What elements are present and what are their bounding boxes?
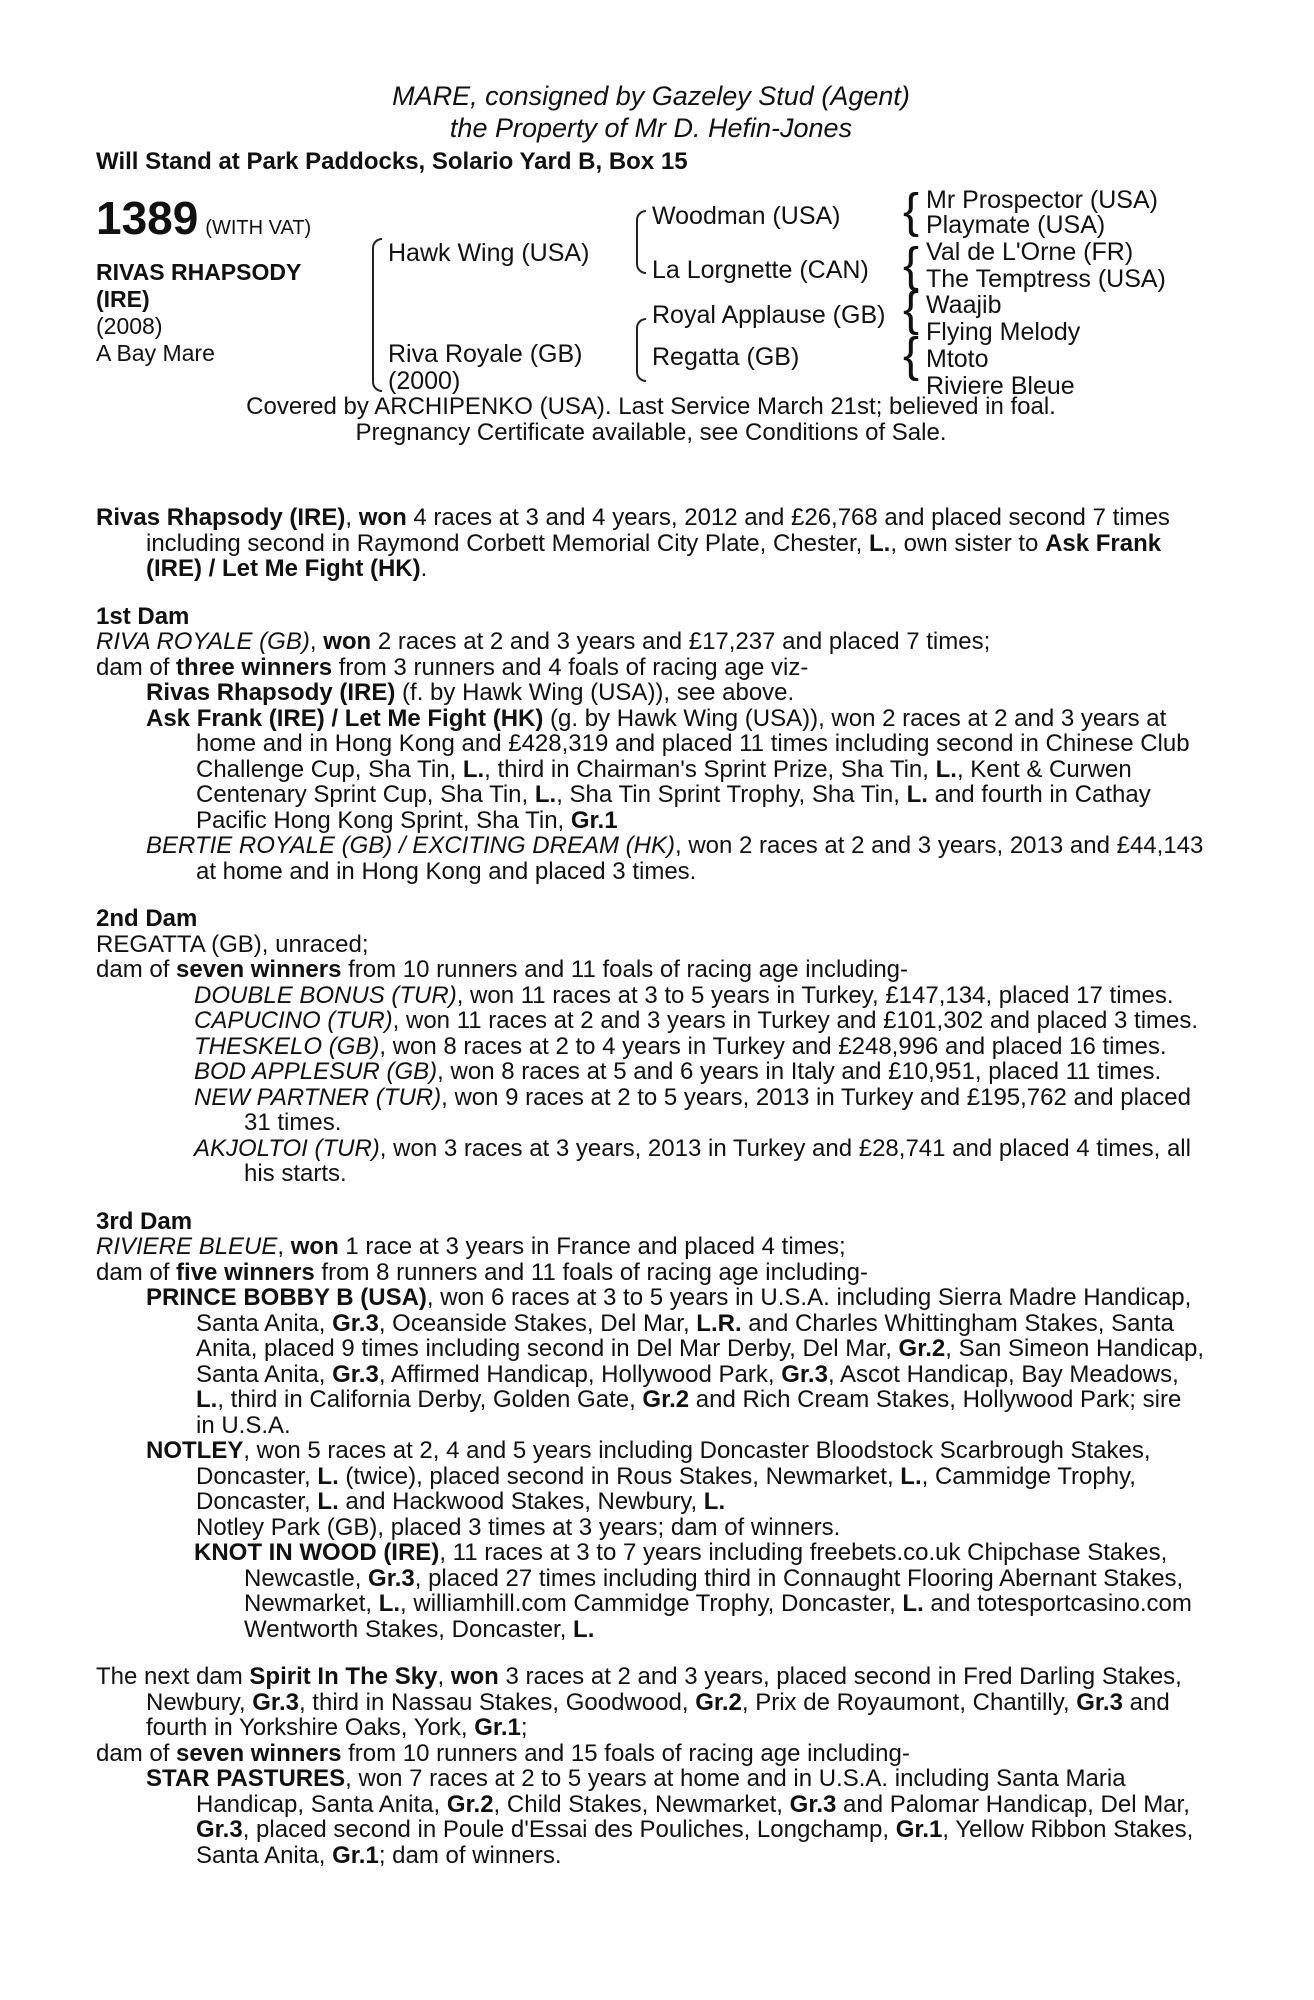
listed-badge: L.: [462, 755, 485, 783]
dam: Riva Royale (GB): [388, 340, 583, 368]
dam2-produce-item: [96, 1136, 1206, 1187]
dam1-heading: 1st Dam: [96, 602, 190, 630]
next-dam-produce-line: [96, 1741, 1206, 1767]
produce-text: , won 7 races at 2 to 5 years at home and in U.S.A. including Santa Maria Handicap, Santa Anita,: [196, 1765, 1126, 1818]
next-dam-text: , Prix de Royaumont, Chantilly,: [741, 1688, 1077, 1716]
group2-badge: Gr.2: [695, 1688, 742, 1716]
dam1-text-2: from 3 runners and 4 foals of racing age viz-: [332, 653, 809, 681]
winners-count: seven winners: [176, 1739, 342, 1767]
intro-end: .: [420, 555, 428, 582]
listed-badge: L.: [196, 1386, 218, 1413]
dam3-grandproduce: [96, 1540, 1206, 1642]
dam1-text: 2 races at 2 and 3 years and £17,237 and placed 7 times;: [371, 628, 991, 655]
produce-text: , Child Stakes, Newmarket,: [493, 1790, 790, 1818]
produce-name: CAPUCINO (TUR): [194, 1007, 393, 1034]
group3-badge: Gr.3: [368, 1564, 415, 1592]
listed-badge: L.: [900, 1462, 922, 1490]
brace-gen1: [372, 238, 382, 392]
lot-heading: [96, 192, 312, 244]
header: [96, 80, 1206, 144]
dam1-name: RIVA ROYALE (GB): [96, 628, 310, 655]
sire-sire: Woodman (USA): [652, 202, 841, 230]
dam3-name: RIVIERE BLEUE: [96, 1233, 278, 1260]
dam3-produce-1: [96, 1285, 1206, 1438]
produce-text: , Yellow Ribbon Stakes, Santa Anita,: [196, 1816, 1194, 1869]
group2-badge: Gr.2: [446, 1790, 494, 1818]
produce-text: (f. by Hawk Wing (USA)), see above.: [395, 679, 795, 706]
produce-text: ; dam of winners.: [378, 1841, 562, 1869]
dam2-heading: 2nd Dam: [96, 905, 198, 932]
listed-badge: L.: [573, 1615, 595, 1643]
produce-name: NEW PARTNER (TUR): [194, 1083, 442, 1111]
dds: Mtoto: [926, 345, 989, 373]
dam3-produce-2: [96, 1438, 1206, 1515]
sdd: The Temptress (USA): [926, 265, 1166, 293]
produce-text: (g. by Hawk Wing (USA)), won 2 races at 2 and 3 years at home and in Hong Kong and £428,319 and placed 11 times including second in Chinese Club Challenge Cup, Sha Tin,: [196, 704, 1190, 783]
produce-text: and Rich Cream Stakes, Hollywood Park; sire in U.S.A.: [196, 1386, 1182, 1439]
next-dam-text: and fourth in Yorkshire Oaks, York,: [146, 1688, 1170, 1741]
listed-badge: L.: [703, 1488, 726, 1515]
dam1-produce-1: [96, 680, 1206, 706]
catalogue-body: [96, 505, 1206, 1868]
listed-badge: L.: [317, 1488, 339, 1515]
next-dam-text: 3 races at 2 and 3 years, placed second in Fred Darling Stakes, Newbury,: [146, 1663, 1182, 1716]
pedigree-block: [96, 185, 1206, 499]
group1-badge: Gr.1: [332, 1841, 379, 1869]
dam1-produce-2: [96, 706, 1206, 834]
produce-name: STAR PASTURES: [146, 1765, 346, 1792]
dam3-heading: 3rd Dam: [96, 1207, 193, 1235]
produce-text: , third in Chairman's Sprint Prize, Sha Tin,: [484, 755, 936, 783]
next-dam-text-2: from 10 runners and 15 foals of racing age including-: [341, 1739, 910, 1767]
dam2-produce-item: [96, 1008, 1206, 1034]
horse-year: (2008): [96, 313, 163, 339]
brace-gen3-2: {: [903, 239, 920, 292]
produce-text: and totesportcasino.com Wentworth Stakes, Doncaster,: [244, 1590, 1192, 1643]
next-dam-name: Spirit In The Sky: [249, 1663, 438, 1690]
covered-line-2: Pregnancy Certificate available, see Conditions of Sale.: [355, 419, 947, 446]
produce-text: , won 2 races at 2 and 3 years, 2013 and £44,143 at home and in Hong Kong and placed 3 times.: [196, 832, 1204, 885]
won-label: won: [450, 1663, 499, 1690]
produce-text: , won 8 races at 2 to 4 years in Turkey and £248,996 and placed 16 times.: [379, 1032, 1167, 1060]
dam-dam: Regatta (GB): [652, 343, 800, 371]
produce-text: , won 6 races at 3 to 5 years in U.S.A. including Sierra Madre Handicap, Santa Anita,: [196, 1284, 1192, 1337]
dam-of-label: dam of: [96, 1739, 177, 1767]
group3-badge: Gr.3: [781, 1360, 828, 1388]
stand-location: Will Stand at Park Paddocks, Solario Yard B, Box 15: [96, 148, 688, 175]
dam2-produce-item: [96, 1059, 1206, 1085]
won-label: won: [323, 628, 372, 655]
listed-badge: L.: [902, 1590, 924, 1617]
produce-text: , placed second in Poule d'Essai des Pouliches, Longchamp,: [242, 1816, 896, 1843]
brace-dam: [636, 318, 646, 382]
produce-name: KNOT IN WOOD (IRE): [194, 1539, 440, 1566]
produce-text: , third in California Derby, Golden Gate,: [217, 1386, 643, 1413]
produce-text: , Affirmed Handicap, Hollywood Park,: [378, 1360, 782, 1388]
catalogue-page: [96, 80, 1206, 1868]
sire: Hawk Wing (USA): [388, 239, 590, 267]
produce-text: , won 11 races at 3 to 5 years in Turkey, £147,134, placed 17 times.: [456, 981, 1174, 1009]
vat-label: (WITH VAT): [205, 217, 312, 239]
dsd: Flying Melody: [926, 318, 1081, 346]
dam3-produce-3: Notley Park (GB), placed 3 times at 3 years; dam of winners.: [196, 1513, 841, 1541]
listed-badge: L.: [906, 781, 928, 808]
brace-gen3-4: {: [903, 329, 920, 382]
produce-name: PRINCE BOBBY B (USA): [146, 1284, 427, 1311]
dam2-produce-item: [96, 1034, 1206, 1060]
brace-gen3-1: {: [903, 185, 920, 238]
dam-of-label: dam of: [96, 653, 177, 681]
dss: Waajib: [926, 291, 1002, 319]
brace-sire: [636, 210, 646, 274]
produce-name: Rivas Rhapsody (IRE): [146, 679, 396, 706]
produce-text: (twice), placed second in Rous Stakes, Newmarket,: [338, 1462, 901, 1490]
dam1-produce-line: [96, 655, 1206, 681]
intro-paragraph: Rivas Rhapsody (IRE), won 4 races at 3 and 4 years, 2012 and £26,768 and placed second 7 times including second in Raymond Corbett Memorial City Plate, Chester, L., own sister to Ask Frank (IRE) / Let Me Fight (HK).: [96, 504, 1170, 582]
header-line-1: MARE, consigned by Gazeley Stud (Agent): [392, 81, 910, 111]
winners-count: five winners: [176, 1258, 315, 1286]
group2-badge: Gr.2: [642, 1386, 690, 1413]
covered-note: [96, 394, 1206, 446]
dam3-line: RIVIERE BLEUE, won 1 race at 3 years in France and placed 4 times;: [96, 1233, 846, 1260]
listed-badge: L.: [378, 1590, 401, 1617]
produce-name: DOUBLE BONUS (TUR): [194, 981, 457, 1009]
winners-count: seven winners: [176, 956, 342, 983]
listed-restricted-badge: L.R.: [696, 1309, 742, 1337]
ddd: Riviere Bleue: [926, 372, 1075, 400]
listed-badge: L.: [317, 1462, 339, 1490]
won-label: won: [290, 1233, 339, 1260]
produce-name: Ask Frank (IRE) / Let Me Fight (HK): [146, 704, 544, 732]
produce-text: , won 3 races at 3 years, 2013 in Turkey and £28,741 and placed 4 times, all his starts.: [244, 1134, 1191, 1187]
group3-badge: Gr.3: [1076, 1688, 1123, 1716]
horse-name: RIVAS RHAPSODY: [96, 259, 302, 285]
dam-sire: Royal Applause (GB): [652, 301, 886, 329]
produce-text: , Kent & Curwen Centenary Sprint Cup, Sha Tin,: [196, 755, 1132, 808]
horse-description: A Bay Mare: [96, 340, 215, 366]
produce-name: AKJOLTOI (TUR): [194, 1134, 380, 1162]
listed-badge: L.: [935, 755, 957, 783]
produce-text: and Charles Whittingham Stakes, Santa Anita, placed 9 times including second in Del Mar Derby, Del Mar,: [196, 1309, 1174, 1362]
produce-text: and fourth in Cathay Pacific Hong Kong Sprint, Sha Tin,: [196, 781, 1151, 834]
group3-badge: Gr.3: [252, 1688, 299, 1716]
produce-name: NOTLEY: [146, 1437, 244, 1464]
produce-text: , Oceanside Stakes, Del Mar,: [378, 1309, 697, 1337]
won-label: won: [358, 504, 407, 531]
produce-text: , Cammidge Trophy, Doncaster,: [196, 1462, 1136, 1515]
covered-line-1: Covered by ARCHIPENKO (USA). Last Service March 21st; believed in foal.: [246, 393, 1056, 420]
produce-text: , San Simeon Handicap, Santa Anita,: [196, 1335, 1205, 1388]
group3-badge: Gr.3: [332, 1309, 379, 1337]
dam2-produce-line: [96, 957, 1206, 983]
dam3-produce-line: [96, 1260, 1206, 1286]
group3-badge: Gr.3: [789, 1790, 837, 1818]
lot-number: 1389: [96, 192, 199, 244]
produce-name: BERTIE ROYALE (GB) / EXCITING DREAM (HK): [146, 832, 675, 859]
listed-badge: L.: [534, 781, 557, 808]
produce-text: , Ascot Handicap, Bay Meadows,: [827, 1360, 1179, 1388]
winners-count: three winners: [176, 653, 333, 681]
dam2-text-2: from 10 runners and 11 foals of racing age including-: [341, 956, 909, 983]
produce-text: , Sha Tin Sprint Trophy, Sha Tin,: [556, 781, 907, 808]
dam3-text: 1 race at 3 years in France and placed 4 times;: [338, 1233, 846, 1260]
next-dam-text: , third in Nassau Stakes, Goodwood,: [298, 1688, 696, 1716]
dam2-produce-item: [96, 983, 1206, 1009]
produce-text: , williamhill.com Cammidge Trophy, Doncaster,: [400, 1590, 903, 1617]
next-dam-paragraph: The next dam Spirit In The Sky, won 3 races at 2 and 3 years, placed second in Fred Darling Stakes, Newbury, Gr.3, third in Nassau Stakes, Goodwood, Gr.2, Prix de Royaumont, Chantilly, Gr.3 and fourth in Yorkshire Oaks, York, Gr.1;: [96, 1663, 1182, 1741]
ssd: Playmate (USA): [926, 211, 1106, 239]
next-dam-text: ;: [520, 1714, 528, 1741]
next-dam-label: The next dam: [96, 1663, 250, 1690]
dam2-line: REGATTA (GB), unraced;: [96, 930, 369, 958]
listed-badge: L.: [869, 529, 891, 557]
group1-badge: Gr.1: [570, 806, 618, 834]
horse-name-country: (IRE): [96, 286, 150, 312]
sds: Val de L'Orne (FR): [926, 238, 1134, 266]
produce-name: THESKELO (GB): [194, 1032, 380, 1060]
group1-badge: Gr.1: [474, 1714, 521, 1741]
group2-badge: Gr.2: [898, 1335, 946, 1362]
dam2-produce-item: [96, 1085, 1206, 1136]
group3-badge: Gr.3: [332, 1360, 379, 1388]
dam-of-label: dam of: [96, 1258, 177, 1286]
intro-text-2: , own sister to: [890, 529, 1046, 557]
produce-text: , 11 races at 3 to 7 years including freebets.co.uk Chipchase Stakes, Newcastle,: [244, 1539, 1168, 1592]
next-dam-produce-1: [96, 1766, 1206, 1868]
produce-text: and Hackwood Stakes, Newbury,: [338, 1488, 704, 1515]
sss: Mr Prospector (USA): [926, 186, 1158, 214]
sire-dam: La Lorgnette (CAN): [652, 256, 869, 284]
produce-name: BOD APPLESUR (GB): [194, 1058, 438, 1085]
dam-of-label: dam of: [96, 956, 177, 983]
produce-text: , placed 27 times including third in Connaught Flooring Abernant Stakes, Newmarket,: [244, 1564, 1184, 1617]
header-line-2: the Property of Mr D. Hefin-Jones: [449, 113, 853, 143]
sister-name: Ask Frank (IRE) / Let Me Fight (HK): [146, 529, 1162, 582]
produce-text: , won 5 races at 2, 4 and 5 years including Doncaster Bloodstock Scarbrough Stakes, Doncaster,: [196, 1437, 1151, 1490]
produce-text: , won 11 races at 2 and 3 years in Turkey and £101,302 and placed 3 times.: [392, 1007, 1199, 1034]
dam3-text-2: from 8 runners and 11 foals of racing age including-: [314, 1258, 868, 1286]
dam1-line: RIVA ROYALE (GB), won 2 races at 2 and 3 years and £17,237 and placed 7 times;: [96, 628, 991, 655]
produce-text: and Palomar Handicap, Del Mar,: [836, 1790, 1190, 1818]
dam-year: (2000): [388, 367, 461, 395]
produce-text: , won 9 races at 2 to 5 years, 2013 in Turkey and £195,762 and placed 31 times.: [244, 1083, 1191, 1136]
intro-text-1: 4 races at 3 and 4 years, 2012 and £26,768 and placed second 7 times including second in Raymond Corbett Memorial City Plate, Chester,: [146, 504, 1170, 557]
horse-name-ref: Rivas Rhapsody (IRE): [96, 504, 346, 531]
group3-badge: Gr.3: [196, 1816, 243, 1843]
brace-gen3-3: {: [903, 283, 920, 336]
group1-badge: Gr.1: [895, 1816, 943, 1843]
produce-text: , won 8 races at 5 and 6 years in Italy and £10,951, placed 11 times.: [437, 1058, 1162, 1085]
dam1-produce-3: [96, 833, 1206, 884]
